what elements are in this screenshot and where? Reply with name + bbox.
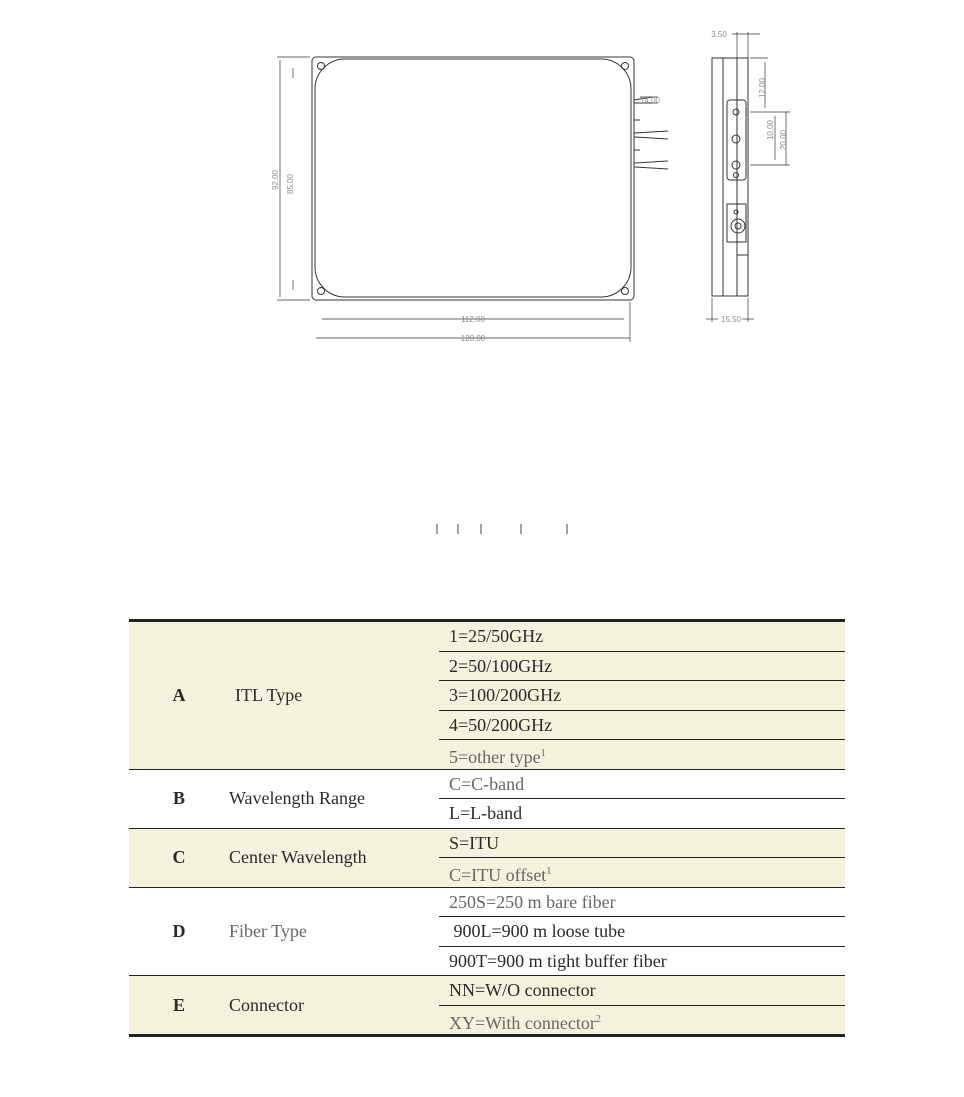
option: L=L-band [439, 798, 845, 828]
option: 250S=250 m bare fiber [449, 891, 616, 912]
option: 2=50/100GHz [439, 651, 845, 681]
dim-width-overall: 120.00 [460, 334, 486, 343]
group-letter: C [172, 847, 186, 867]
group-letter: B [172, 788, 185, 808]
group-letter: D [172, 920, 186, 941]
dim-top-offset: 3.50 [711, 30, 727, 39]
dim-height-overall: 92.00 [271, 169, 280, 191]
option: 5=other type$^1$ [439, 739, 845, 769]
dim-port-top: 12.00 [758, 77, 767, 99]
dim-thickness: 15.50 [720, 315, 742, 324]
dim-height-inner: 85.00 [286, 173, 295, 195]
option: 1=25/50GHz [449, 626, 544, 646]
group-d [129, 887, 845, 976]
mount-hole [318, 288, 325, 295]
group-name: Connector [229, 994, 304, 1015]
option: 3=100/200GHz [439, 680, 845, 710]
group-name: Center Wavelength [229, 847, 367, 867]
option: S=ITU [449, 832, 500, 853]
group-letter: A [172, 684, 186, 705]
front-view [277, 57, 668, 342]
option: 900T=900 m tight buffer fiber [439, 946, 845, 976]
ordering-table [129, 619, 845, 1037]
group-b [129, 769, 845, 828]
option: C=ITU offset$^1$ [439, 857, 845, 887]
side-view [706, 32, 790, 322]
dim-port-span: 20.00 [779, 129, 788, 151]
dim-port-pitch: 10.00 [766, 119, 775, 141]
group-name: ITL Type [235, 684, 303, 705]
part-number-ticks [437, 524, 567, 534]
dim-fiber-port: 14.00 [639, 96, 661, 105]
fiber-pigtails [634, 97, 668, 169]
option: 4=50/200GHz [439, 710, 845, 740]
group-name: Wavelength Range [229, 788, 366, 808]
group-letter: E [172, 994, 185, 1015]
option: XY=With connector$^2$ [439, 1005, 845, 1035]
group-e [129, 975, 845, 1034]
group-a [129, 622, 845, 769]
footnote-ref: 1 [546, 866, 552, 877]
mount-hole [622, 288, 629, 295]
option: C=C-band [449, 773, 525, 794]
footnote-ref: 2 [595, 1013, 601, 1025]
group-c [129, 828, 845, 887]
mount-hole [622, 63, 629, 70]
mount-hole [318, 63, 325, 70]
group-name: Fiber Type [229, 920, 307, 941]
dim-width-inner: 112.00 [461, 315, 485, 324]
option: 900L=900 m loose tube [439, 916, 845, 946]
footnote-ref: 1 [540, 748, 546, 759]
option: NN=W/O connector [449, 980, 596, 1000]
